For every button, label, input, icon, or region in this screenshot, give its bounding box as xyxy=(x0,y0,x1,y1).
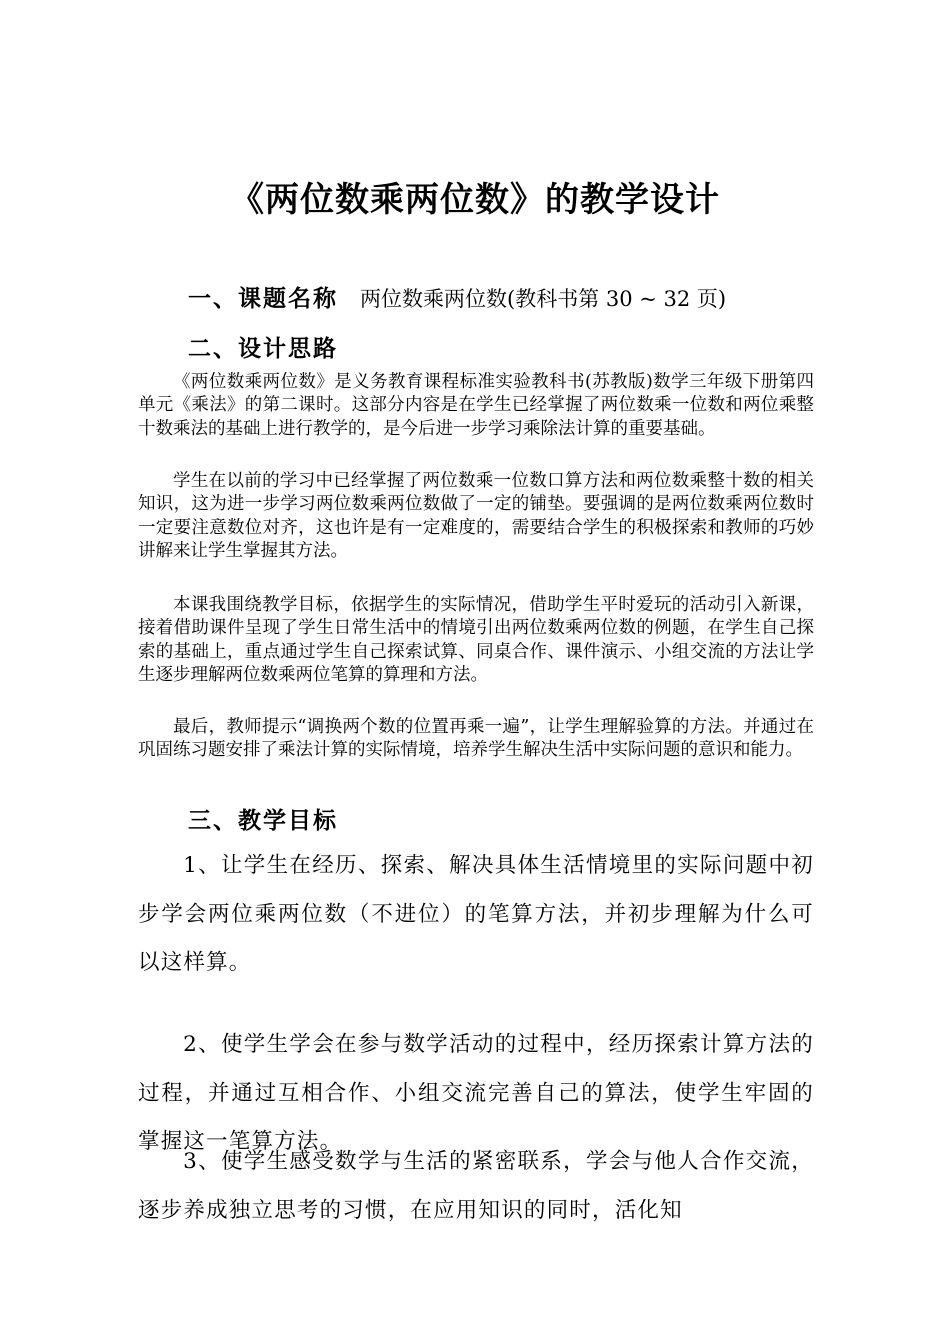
design-paragraph-3 xyxy=(138,594,814,687)
paragraph-text: 2、使学生学会在参与数学活动的过程中，经历探索计算方法的过程，并通过互相合作、小组交流完善自己的算法，使学生牢固的掌握这一笔算方法。 xyxy=(138,1032,814,1154)
paragraph-text: 最后，教师提示“调换两个数的位置再乘一遍”，让学生理解验算的方法。并通过在巩固练习题安排了乘法计算的实际情境，培养学生解决生活中实际问题的意识和能力。 xyxy=(138,717,814,761)
design-paragraph-1 xyxy=(138,371,814,441)
design-paragraph-2 xyxy=(138,470,814,563)
paragraph-text: 学生在以前的学习中已经掌握了两位数乘一位数口算方法和两位数乘整十数的相关知识，这为进一步学习两位数乘两位数做了一定的铺垫。要强调的是两位数乘两位数时一定要注意数位对齐，这也许是有一定难度的，需要结合学生的积极探索和教师的巧妙讲解来让学生掌握其方法。 xyxy=(138,471,814,561)
section-heading-design-idea: 二、设计思路 xyxy=(188,335,338,362)
section-heading-goals: 三、教学目标 xyxy=(188,807,338,834)
paragraph-text: 3、使学生感受数学与生活的紧密联系，学会与他人合作交流，逐步养成独立思考的习惯，在应用知识的同时，活化知 xyxy=(138,1149,814,1223)
paragraph-text: 《两位数乘两位数》是义务教育课程标准实验教科书(苏教版)数学三年级下册第四单元《乘法》的第二课时。这部分内容是在学生已经掌握了两位数乘一位数和两位乘整十数乘法的基础上进行教学的，是今后进一步学习乘除法计算的重要基础。 xyxy=(138,372,814,439)
topic-text: 两位数乘两位数(教科书第 30 ~ 32 页) xyxy=(360,287,727,311)
paragraph-text: 本课我围绕教学目标，依据学生的实际情况，借助学生平时爱玩的活动引入新课，接着借助课件呈现了学生日常生活中的情境引出两位数乘两位数的例题，在学生自己探索的基础上，重点通过学生自己探索试算、同桌合作、课件演示、小组交流的方法让学生逐步理解两位数乘两位笔算的算理和方法。 xyxy=(138,595,814,685)
section-heading-topic-label: 一、课题名称 xyxy=(188,285,338,312)
goal-paragraph-1 xyxy=(138,842,814,988)
document-title: 《两位数乘两位数》的教学设计 xyxy=(230,180,720,220)
section-heading-topic xyxy=(188,280,726,313)
goal-paragraph-3 xyxy=(138,1138,814,1235)
design-paragraph-4 xyxy=(138,716,814,763)
paragraph-text: 1、让学生在经历、探索、解决具体生活情境里的实际问题中初步学会两位乘两位数（不进位）的笔算方法，并初步理解为什么可以这样算。 xyxy=(138,853,814,975)
